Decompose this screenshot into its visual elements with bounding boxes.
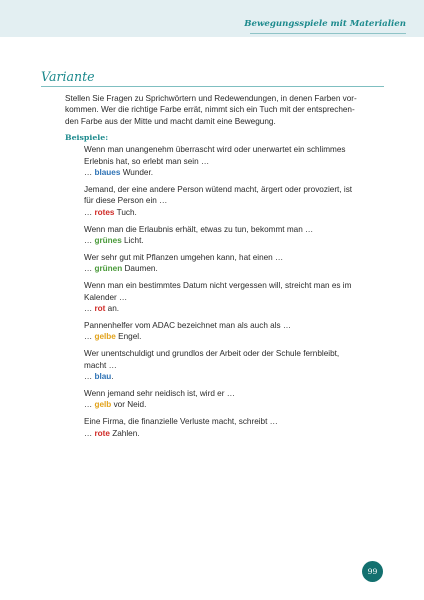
example-question-line: Wenn man unangenehm überrascht wird oder unerwartet ein schlimmes (84, 145, 346, 155)
running-header-title: Bewegungsspiele mit Materialien (244, 19, 406, 29)
example-answer (84, 167, 384, 178)
example-question-line: Wenn jemand sehr neidisch ist, wird er … (84, 389, 235, 399)
color-keyword: blaues (94, 168, 121, 178)
example-question-line: macht … (84, 360, 117, 370)
color-keyword: grünen (94, 264, 123, 274)
answer-prefix: … (84, 304, 95, 314)
answer-suffix: Wunder. (120, 168, 154, 178)
example-question-line: Wenn man die Erlaubnis erhält, etwas zu tun, bekommt man … (84, 224, 314, 234)
variant-section (41, 70, 384, 445)
example-answer (84, 207, 384, 218)
example-question-line: für diese Person ein … (84, 196, 168, 206)
example-item (84, 280, 384, 314)
answer-suffix: Zahlen. (109, 428, 140, 438)
page-number-badge: 99 (362, 561, 383, 582)
example-question-line: Wer sehr gut mit Pflanzen umgehen kann, hat einen … (84, 252, 284, 262)
answer-prefix: … (84, 207, 95, 217)
section-rule (41, 86, 384, 87)
color-keyword: blau (94, 372, 112, 382)
answer-prefix: … (84, 428, 95, 438)
answer-suffix: Engel. (115, 332, 142, 342)
example-question-line: Wer unentschuldigt und grundlos der Arbeit oder der Schule fernbleibt, (84, 349, 340, 359)
example-item (84, 224, 384, 247)
answer-suffix: Tuch. (114, 207, 137, 217)
example-item (84, 144, 384, 178)
example-item (84, 348, 384, 382)
example-answer (84, 399, 384, 410)
color-keyword: gelb (94, 400, 112, 410)
answer-prefix: … (84, 168, 95, 178)
example-answer (84, 331, 384, 342)
answer-suffix: Licht. (121, 236, 144, 246)
examples-list (84, 144, 384, 439)
intro-line: kommen. Wer die richtige Farbe errät, nimmt sich ein Tuch mit der entsprechen- (65, 105, 355, 115)
example-item (84, 252, 384, 275)
answer-prefix: … (84, 264, 95, 274)
color-keyword: gelbe (94, 332, 116, 342)
example-question-line: Eine Firma, die finanzielle Verluste macht, schreibt … (84, 417, 278, 427)
color-keyword: rote (94, 428, 110, 438)
example-question-line: Kalender … (84, 292, 128, 302)
examples-label: Beispiele: (65, 133, 109, 143)
color-keyword: rotes (94, 207, 115, 217)
answer-prefix: … (84, 400, 95, 410)
example-answer (84, 428, 384, 439)
intro-line: Stellen Sie Fragen zu Sprichwörtern und Redewendungen, in denen Farben vor- (65, 94, 357, 103)
example-question-line: Wenn man ein bestimmtes Datum nicht vergessen will, streicht man es im (84, 281, 352, 291)
intro-line: den Farbe aus der Mitte und macht damit eine Bewegung. (65, 116, 276, 126)
color-keyword: grünes (94, 236, 122, 246)
answer-suffix: an. (105, 304, 120, 314)
answer-prefix: … (84, 236, 95, 246)
example-question-line: Jemand, der eine andere Person wütend macht, ärgert oder provoziert, ist (84, 184, 353, 194)
example-item (84, 388, 384, 411)
example-answer (84, 371, 384, 382)
example-item (84, 184, 384, 218)
example-item (84, 416, 384, 439)
answer-prefix: … (84, 332, 95, 342)
section-heading: Variante (41, 69, 95, 84)
answer-suffix: vor Neid. (111, 400, 147, 410)
answer-suffix: Daumen. (122, 264, 158, 274)
example-answer (84, 235, 384, 246)
answer-prefix: … (84, 372, 95, 382)
example-answer (84, 303, 384, 314)
example-question-line: Erlebnis hat, so erlebt man sein … (84, 156, 210, 166)
example-question-line: Pannenhelfer vom ADAC bezeichnet man als auch als … (84, 321, 292, 330)
example-item (84, 320, 384, 343)
answer-suffix: . (111, 372, 114, 382)
header-rule (250, 33, 406, 34)
color-keyword: rot (94, 304, 106, 314)
intro-paragraph (65, 93, 384, 127)
example-answer (84, 263, 384, 274)
